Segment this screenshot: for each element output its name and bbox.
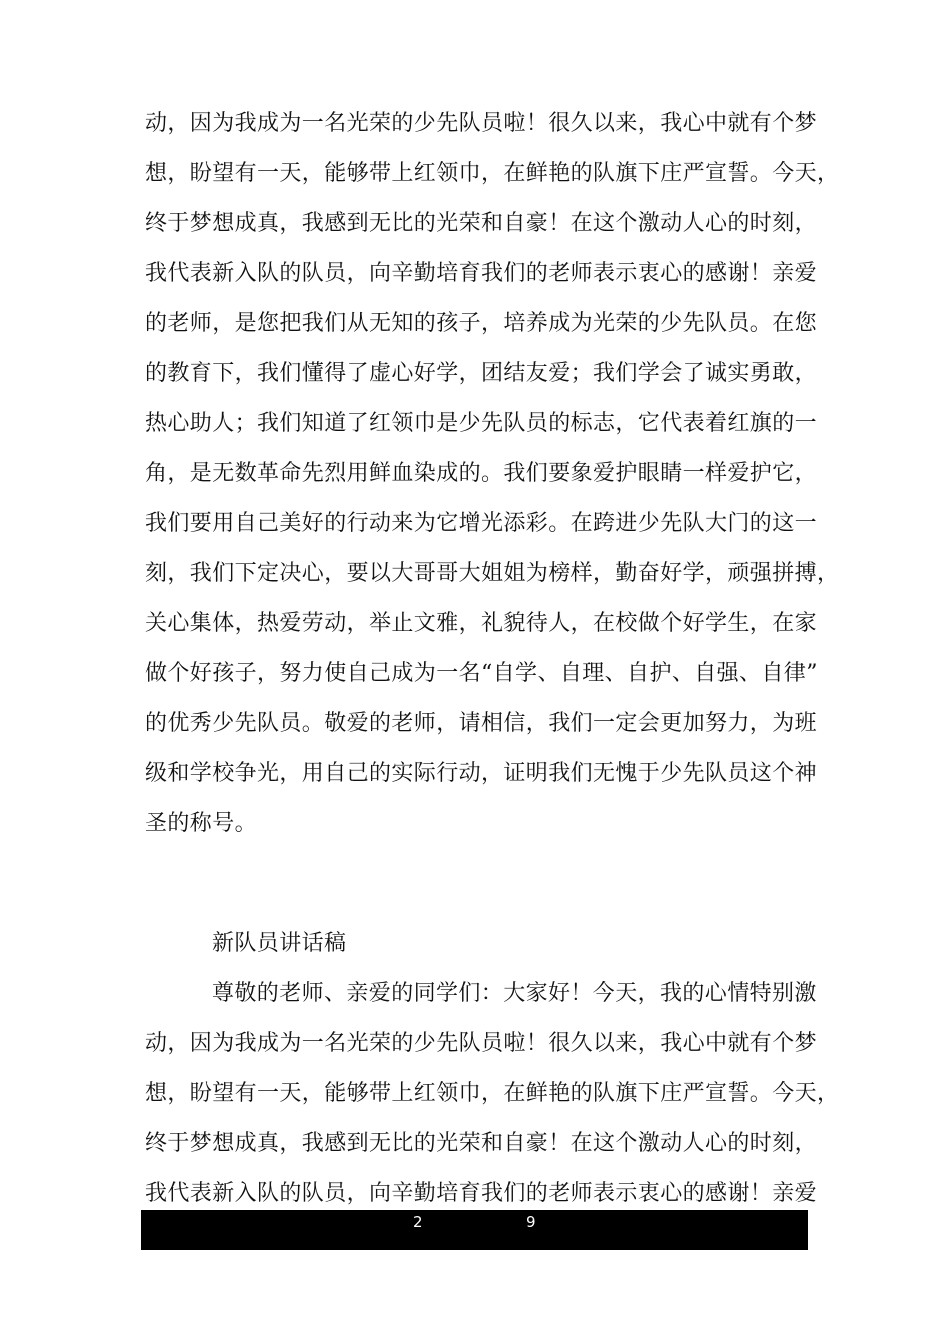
paragraph-line: 我们要用自己美好的行动来为它增光添彩。在跨进少先队大门的这一 xyxy=(145,511,818,536)
paragraph-line: 关心集体，热爱劳动，举止文雅，礼貌待人，在校做个好学生，在家 xyxy=(145,611,818,636)
paragraph-line: 的老师，是您把我们从无知的孩子，培养成为光荣的少先队员。在您 xyxy=(145,311,818,336)
paragraph-line: 我代表新入队的队员，向辛勤培育我们的老师表示衷心的感谢！亲爱 xyxy=(145,261,818,286)
paragraph-line: 我代表新入队的队员，向辛勤培育我们的老师表示衷心的感谢！亲爱 xyxy=(145,1181,818,1206)
paragraph-line: 动，因为我成为一名光荣的少先队员啦！很久以来，我心中就有个梦 xyxy=(145,1031,818,1056)
paragraph-line: 想，盼望有一天，能够带上红领巾，在鲜艳的队旗下庄严宣誓。今天， xyxy=(145,1081,840,1106)
paragraph-line: 的优秀少先队员。敬爱的老师，请相信，我们一定会更加努力，为班 xyxy=(145,711,818,736)
paragraph-line: 角，是无数革命先烈用鲜血染成的。我们要象爱护眼睛一样爱护它， xyxy=(145,461,818,486)
paragraph-line: 终于梦想成真，我感到无比的光荣和自豪！在这个激动人心的时刻， xyxy=(145,1131,818,1156)
paragraph-line: 动，因为我成为一名光荣的少先队员啦！很久以来，我心中就有个梦 xyxy=(145,111,818,136)
paragraph-line: 级和学校争光，用自己的实际行动，证明我们无愧于少先队员这个神 xyxy=(145,761,818,786)
paragraph-line: 热心助人；我们知道了红领巾是少先队员的标志，它代表着红旗的一 xyxy=(145,411,818,436)
paragraph-line: 的教育下，我们懂得了虚心好学，团结友爱；我们学会了诚实勇敢， xyxy=(145,361,818,386)
section-title: 新队员讲话稿 xyxy=(212,931,347,956)
paragraph-line: 想，盼望有一天，能够带上红领巾，在鲜艳的队旗下庄严宣誓。今天， xyxy=(145,161,840,186)
page-number-right: 9 xyxy=(526,1213,536,1231)
paragraph-line: 尊敬的老师、亲爱的同学们：大家好！今天，我的心情特别激 xyxy=(212,981,817,1006)
paragraph-line: 圣的称号。 xyxy=(145,811,258,836)
paragraph-line: 刻，我们下定决心，要以大哥哥大姐姐为榜样，勤奋好学，顽强拼搏， xyxy=(145,561,840,586)
page-footer-bar xyxy=(141,1210,808,1250)
paragraph-line: 做个好孩子，努力使自己成为一名“自学、自理、自护、自强、自律” xyxy=(145,661,818,686)
paragraph-line: 终于梦想成真，我感到无比的光荣和自豪！在这个激动人心的时刻， xyxy=(145,211,818,236)
page-number-left: 2 xyxy=(413,1213,423,1231)
